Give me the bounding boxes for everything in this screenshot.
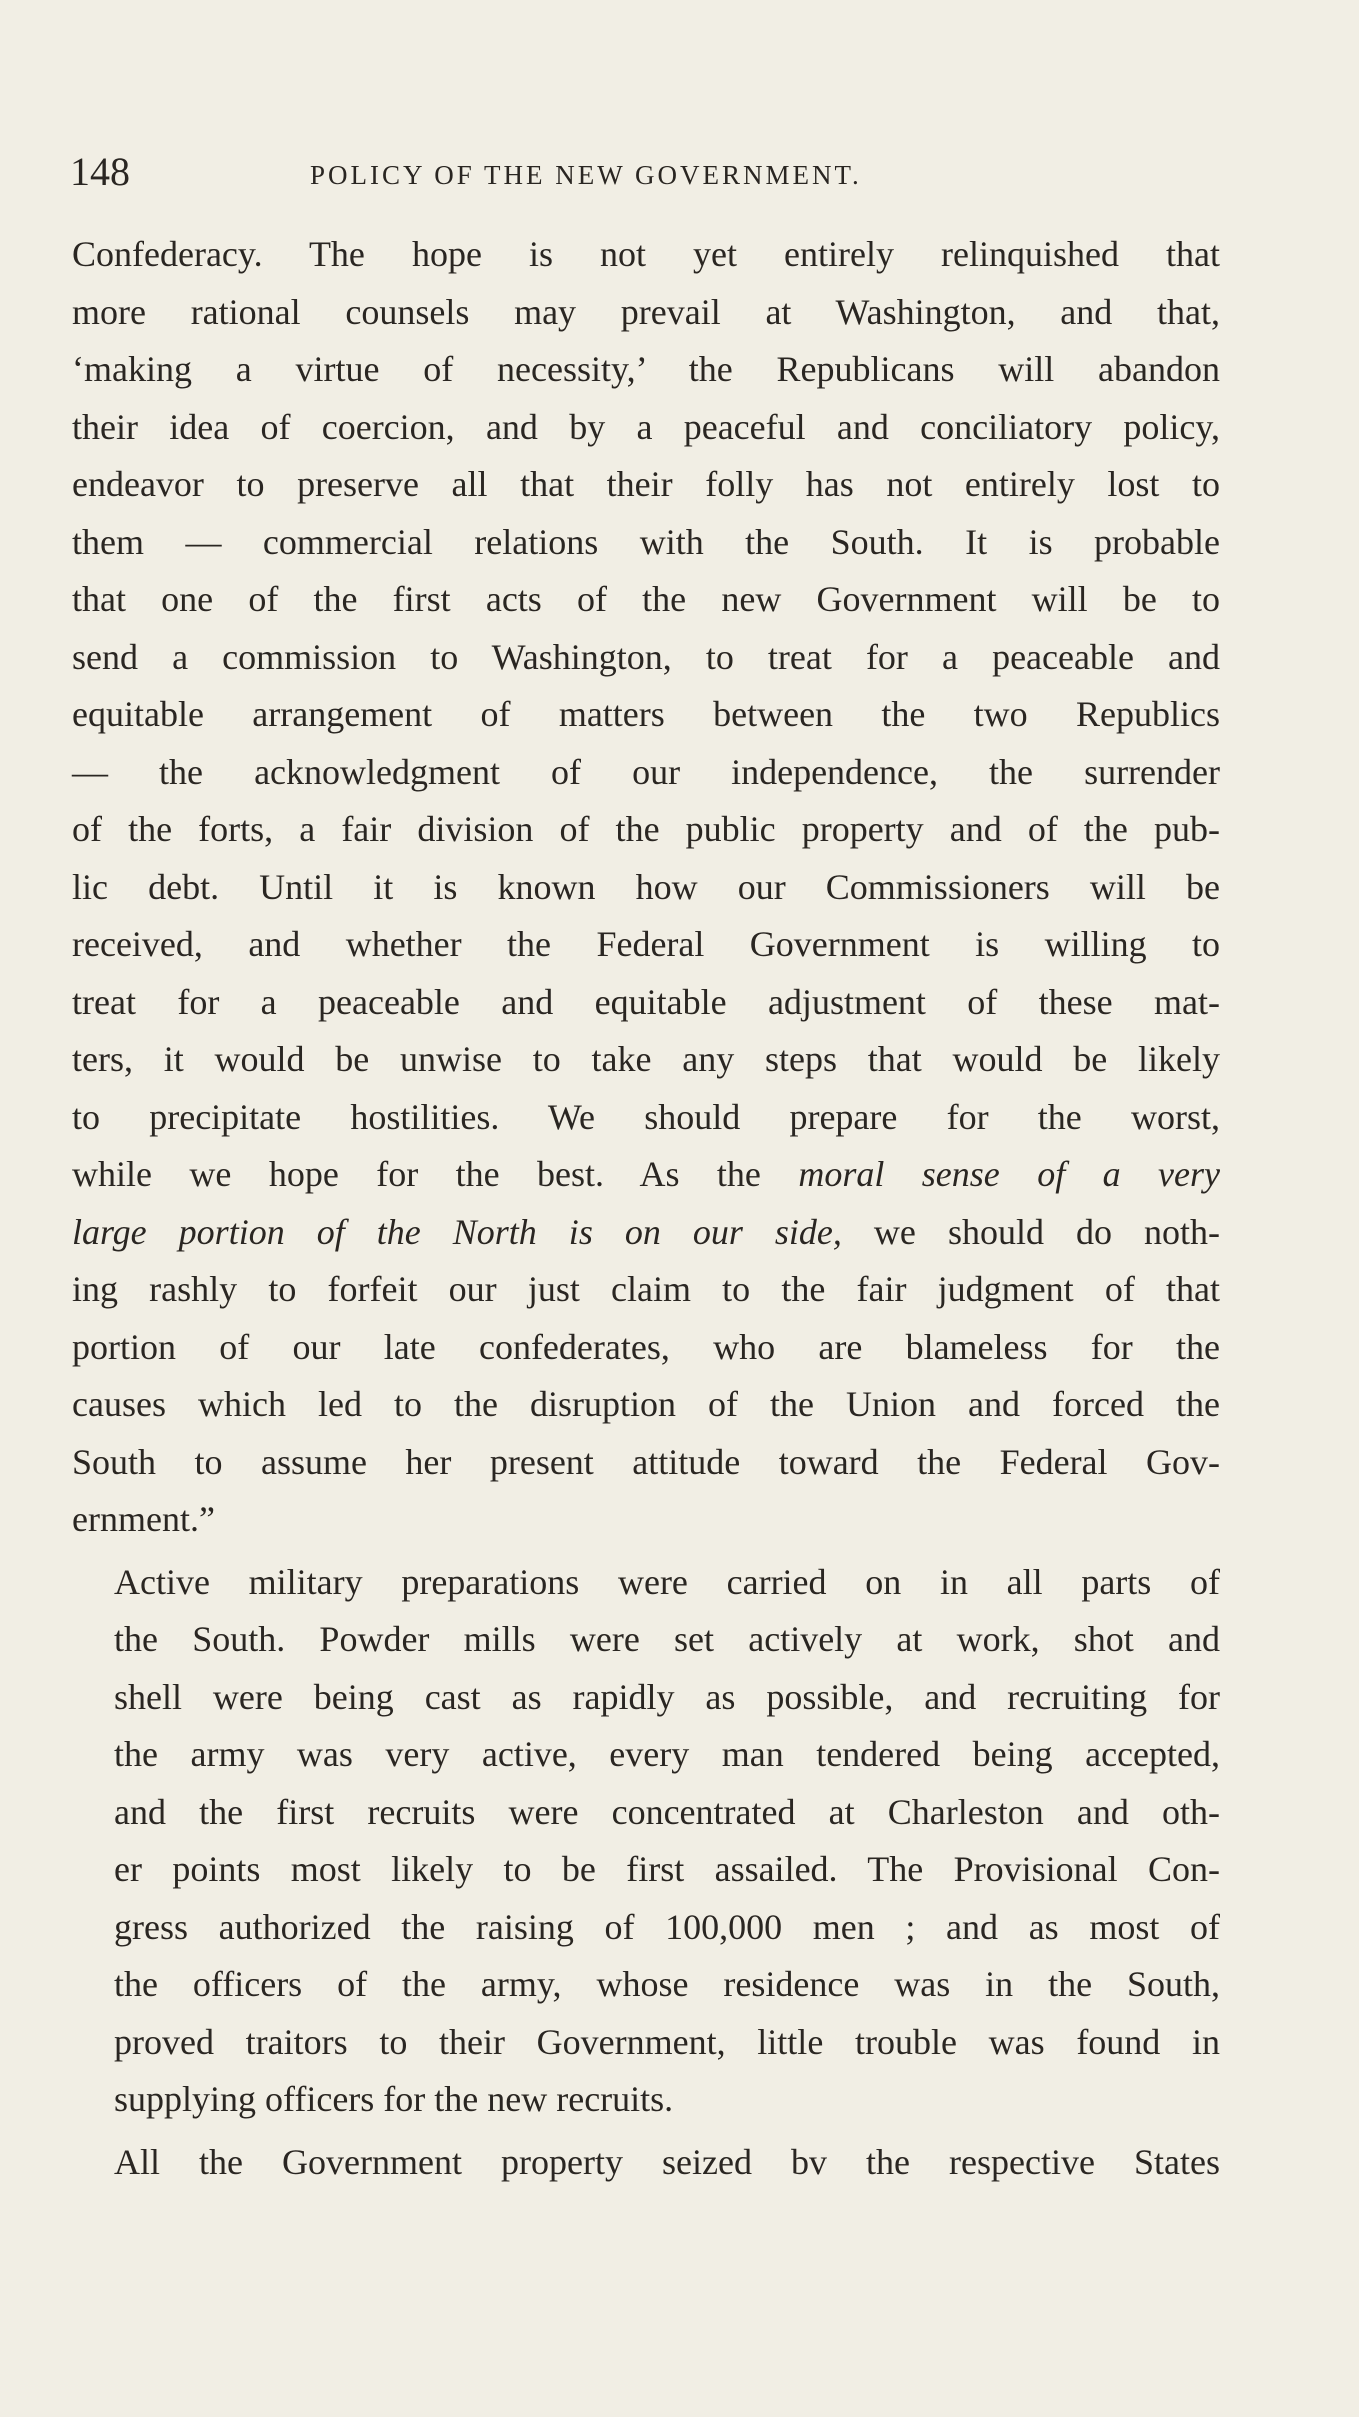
page-number: 148	[70, 149, 130, 194]
text-line: er points most likely to be first assailed. The Provisional Con-	[114, 1849, 1220, 1889]
text-line: to precipitate hostilities. We should prepare for the worst,	[72, 1096, 1220, 1137]
paragraph-3	[72, 2134, 1220, 2192]
text-line: ‘making a virtue of necessity,’ the Republicans will abandon	[72, 349, 1220, 389]
paragraph-1	[72, 226, 1220, 1549]
text-line: their idea of coercion, and by a peaceful and conciliatory policy,	[72, 406, 1220, 447]
text-line: All the Government property seized bv the respective States	[114, 2141, 1220, 2182]
text-line-mixed	[72, 1146, 1220, 1204]
text-line: the officers of the army, whose residence was in the South,	[114, 1964, 1220, 2004]
text-line: Confederacy. The hope is not yet entirely relinquished that	[72, 234, 1220, 274]
text-segment: we should do noth-	[841, 1211, 1220, 1252]
text-line: lic debt. Until it is known how our Commissioners will be	[72, 866, 1220, 907]
text-line: the army was very active, every man tendered being accepted,	[114, 1734, 1220, 1774]
text-line: them — commercial relations with the South. It is probable	[72, 521, 1220, 562]
text-line: gress authorized the raising of 100,000 men ; and as most of	[114, 1906, 1220, 1947]
text-line: causes which led to the disruption of the Union and forced the	[72, 1384, 1220, 1424]
text-line: proved traitors to their Government, little trouble was found in	[114, 2021, 1220, 2062]
text-line: more rational counsels may prevail at Washington, and that,	[72, 291, 1220, 332]
italic-text: moral sense of a very	[798, 1154, 1221, 1194]
text-line: Active military preparations were carried on in all parts of	[114, 1561, 1220, 1602]
text-line: ernment.”	[72, 1499, 215, 1539]
running-head: POLICY OF THE NEW GOVERNMENT.	[310, 160, 862, 190]
text-line: the South. Powder mills were set actively at work, shot and	[114, 1619, 1220, 1659]
text-line-mixed	[72, 1204, 1220, 1262]
text-line: received, and whether the Federal Government is willing to	[72, 924, 1220, 964]
text-line: equitable arrangement of matters between the two Republics	[72, 694, 1220, 734]
text-line: endeavor to preserve all that their folly has not entirely lost to	[72, 464, 1220, 504]
text-line: ters, it would be unwise to take any steps that would be likely	[72, 1039, 1220, 1079]
text-line: supplying officers for the new recruits.	[114, 2079, 674, 2119]
text-line: shell were being cast as rapidly as possible, and recruiting for	[114, 1676, 1220, 1717]
text-line: — the acknowledgment of our independence, the surrender	[72, 751, 1220, 792]
text-line: of the forts, a fair division of the public property and of the pub-	[72, 809, 1220, 849]
text-line: and the first recruits were concentrated at Charleston and oth-	[114, 1791, 1220, 1832]
text-segment: while we hope for the best. As the	[72, 1154, 799, 1194]
text-line: that one of the first acts of the new Government will be to	[72, 579, 1220, 619]
text-line: portion of our late confederates, who are blameless for the	[72, 1326, 1220, 1367]
text-line: treat for a peaceable and equitable adjustment of these mat-	[72, 981, 1220, 1022]
text-line: send a commission to Washington, to treat for a peaceable and	[72, 636, 1220, 677]
text-line: ing rashly to forfeit our just claim to the fair judgment of that	[72, 1269, 1220, 1309]
body-text	[72, 226, 1220, 2191]
italic-text: large portion of the North is on our side,	[72, 1211, 842, 1252]
text-line: South to assume her present attitude toward the Federal Gov-	[72, 1441, 1220, 1482]
paragraph-2	[72, 1554, 1220, 2129]
page-header	[70, 148, 1220, 198]
